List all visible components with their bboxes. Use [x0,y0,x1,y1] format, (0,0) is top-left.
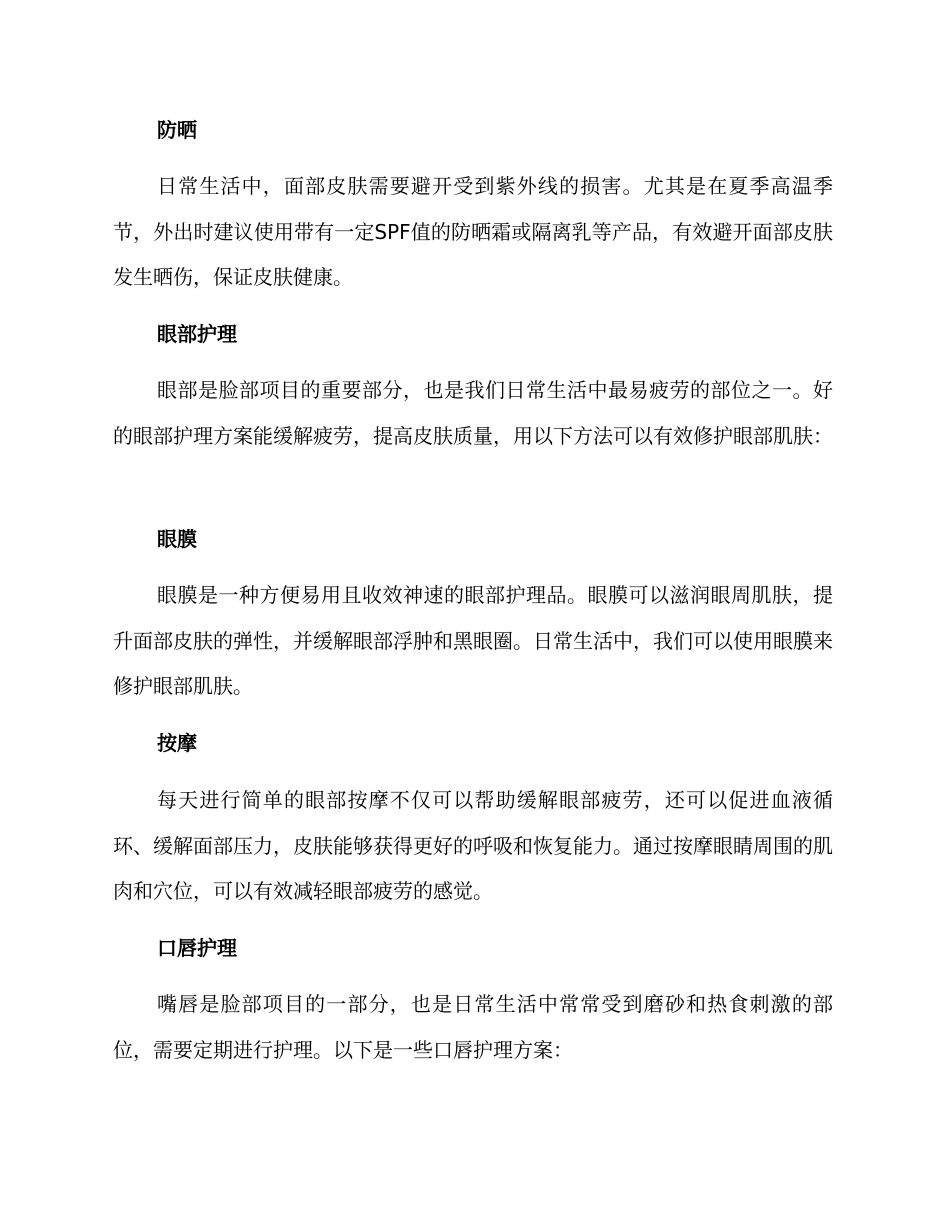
section-paragraph: 眼膜是一种方便易用且收效神速的眼部护理品。眼膜可以滋润眼周肌肤，提升面部皮肤的弹性，并缓解眼部浮肿和黑眼圈。日常生活中，我们可以使用眼膜来修护眼部肌肤。 [113,583,833,698]
section-paragraph: 嘴唇是脸部项目的一部分，也是日常生活中常常受到磨砂和热食刺激的部位，需要定期进行护理。以下是一些口唇护理方案： [113,992,833,1062]
section-heading: 眼部护理 [157,322,237,346]
section-paragraph: 每天进行简单的眼部按摩不仅可以帮助缓解眼部疲劳，还可以促进血液循环、缓解面部压力，皮肤能够获得更好的呼吸和恢复能力。通过按摩眼睛周围的肌肉和穴位，可以有效减轻眼部疲劳的感觉。 [113,788,833,903]
section-heading: 口唇护理 [157,936,237,960]
section-heading: 防晒 [157,118,197,142]
section-paragraph: 日常生活中，面部皮肤需要避开受到紫外线的损害。尤其是在夏季高温季节，外出时建议使用带有一定SPF值的防晒霜或隔离乳等产品，有效避开面部皮肤发生晒伤，保证皮肤健康。 [113,174,833,289]
section-paragraph: 眼部是脸部项目的重要部分，也是我们日常生活中最易疲劳的部位之一。好的眼部护理方案能缓解疲劳，提高皮肤质量，用以下方法可以有效修护眼部肌肤： [113,378,833,448]
section-heading: 眼膜 [157,527,197,551]
section-heading: 按摩 [157,731,197,755]
